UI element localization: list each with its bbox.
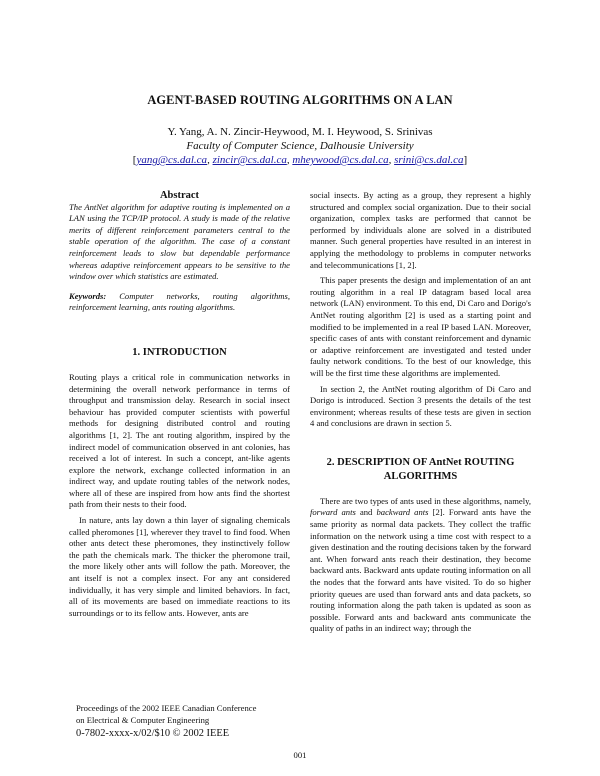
section2-paragraph-1 [310, 496, 531, 635]
section1-paragraph-2: In nature, ants lay down a thin layer of signaling chemicals called pheromones [1], wherever they travel to find food. When other ants detect these pheromones, they instinctively follow the path the chemicals mark. The thicker the pheromone trail, the more likely other ants will follow the path. Moreover, the ant itself is not a complex insect. For any ant considered individually, it has very simple and limited behaviors. In fact, all of its movements are based on immediate reactions to its surroundings or to its fellow ants. However, ants are [69, 515, 290, 618]
left-column [69, 190, 290, 619]
section1-paragraph-3: social insects. By acting as a group, they represent a highly structured and complex social organization. Due to their social organization, complex tasks are performed that cannot be performed by individuals alone are solved in a distributed manner. Such general properties have resulted in an interest in applying the methodology to problems in computer networks and telecommunications [1, 2]. [310, 190, 531, 270]
abstract-heading: Abstract [159, 190, 200, 201]
conference-footer [76, 703, 256, 741]
term-backward-ants: backward ants [376, 507, 429, 518]
s2p1-and: and [355, 507, 377, 518]
email-link-zincir[interactable]: zincir@cs.dal.ca [212, 154, 287, 166]
bracket-open: [ [132, 154, 137, 166]
paper-title: AGENT-BASED ROUTING ALGORITHMS ON A LAN [147, 93, 453, 107]
section1-paragraph-5: In section 2, the AntNet routing algorithm of Di Caro and Dorigo is introduced. Section 3 presents the details of the test environment; whereas results of these tests are given in section 4 and conclusions are drawn in section 5. [310, 383, 531, 429]
author-list: Y. Yang, A. N. Zincir-Heywood, M. I. Heywood, S. Srinivas [167, 126, 433, 138]
section1-paragraph-1: Routing plays a critical role in communication networks in determining the overall network performance in terms of throughput and transmission delay. Research in social insect behaviour has provided computer scientists with powerful methods for designing distributed control and routing algorithms [1, 2]. The ant routing algorithm, inspired by the indirect model of communication observed in ant colonies, has received a lot of interest. In such a concept, ant-like agents explore the network, exchange collected information in an indirect way, and update routing tables of the network nodes, where all of these are inspired from how ants find the shortest path from their nests to their food. [69, 371, 290, 510]
s2p1-text-a: There are two types of ants used in these algorithms, namely, [320, 495, 531, 506]
keywords-label: Keywords: [69, 290, 107, 301]
term-forward-ants: forward ants [310, 507, 356, 518]
email-link-yang[interactable]: yang@cs.dal.ca [136, 154, 208, 166]
section1-paragraph-4: This paper presents the design and implementation of an ant routing algorithm in a real IP datagram based local area network (LAN) environment. To this end, Di Caro and Dorigo's AntNet routing algorithm [2] is used as a starting point and modified to be implemented in a real IP based LAN. Moreover, specific cases of ants with constant reinforcement and dynamic or adaptive reinforcement are investigated and tested under faulty network conditions. To the best of our knowledge, this will be the first time these algorithms are implemented. [310, 275, 531, 378]
section2-heading: 2. DESCRIPTION OF AntNet ROUTING ALGORITHMS [326, 456, 515, 482]
footer-line-1: Proceedings of the 2002 IEEE Canadian Conference [76, 703, 257, 713]
abstract-text: The AntNet algorithm for adaptive routing is implemented on a LAN using the TCP/IP protocol. A study is made of the relative merits of different reinforcement parameters central to the stable operation of the algorithm. The case of a constant reinforcement leads to slow but dependable performance whereas adaptive reinforcement appears to be sensitive to the window over which statistics are estimated. [69, 201, 290, 282]
right-column [310, 190, 531, 635]
section1-heading: 1. INTRODUCTION [132, 346, 227, 358]
footer-line-2: on Electrical & Computer Engineering [76, 714, 210, 725]
keywords [69, 291, 290, 314]
s2p1-text-b: [2]. Forward ants have the same priority as normal data packets. They collect the traffic information on the network using a time cost with respect to a given destination and the routing decisions taken by the forward ant. When forward ants reach their destination, they become backward ants. Backward ants update routing information on all the nodes that the forward ants have visited. To do so higher priority queues are used than forward ants and data packets, so routing information along the path taken is updated as soon as possible. Forward ants and backward ants communicate the quality of paths in an indirect way; through the [310, 507, 531, 634]
footer-isbn: 0-7802-xxxx-x/02/$10 © 2002 IEEE [76, 728, 230, 740]
email-list: [yang@cs.dal.ca, zincir@cs.dal.ca, mheywood@cs.dal.ca, srini@cs.dal.ca] [132, 154, 468, 166]
bracket-close: ] [463, 154, 468, 166]
affiliation: Faculty of Computer Science, Dalhousie University [186, 140, 414, 152]
keywords-text: Computer networks, routing algorithms, reinforcement learning, ants routing algorithms. [69, 290, 290, 313]
email-link-mheywood[interactable]: mheywood@cs.dal.ca [292, 154, 389, 166]
page-number: 001 [293, 750, 307, 760]
email-link-srini[interactable]: srini@cs.dal.ca [394, 154, 464, 166]
